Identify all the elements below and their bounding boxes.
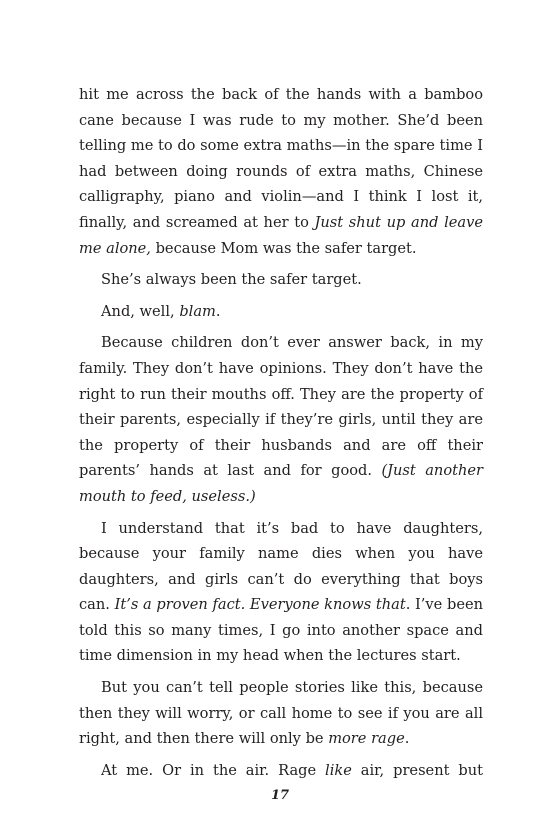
page-number: 17 xyxy=(270,788,290,803)
italic-text: It’s a proven fact. Everyone knows that xyxy=(114,596,406,614)
italic-text: Just shut up and leave me alone, xyxy=(79,213,483,257)
paragraph xyxy=(79,675,483,752)
italic-text: like xyxy=(325,761,352,779)
paragraph xyxy=(79,267,483,293)
italic-text: more rage xyxy=(328,730,405,748)
text-run: . xyxy=(215,302,221,320)
italic-text: blam xyxy=(179,302,216,320)
text-run: She’s always been the safer target. xyxy=(101,271,362,289)
text-run: because Mom was the safer target. xyxy=(150,239,417,257)
text-run: . I’ve been told this so many times, I go into another space and time dimension in my head when the lectures start. xyxy=(79,596,483,665)
body-text xyxy=(79,82,483,789)
text-run: I understand that it’s bad to have daughters, because your family name dies when you have daughters, and girls can’t do everything that boys can. xyxy=(79,519,483,614)
paragraph xyxy=(79,82,483,261)
paragraph xyxy=(79,299,483,325)
italic-text: (Just another mouth to feed, useless.) xyxy=(79,462,483,505)
text-run: . xyxy=(404,730,410,748)
paragraph xyxy=(79,516,483,670)
text-run: Because children don’t ever answer back, in my family. They don’t have opinions. They don’t have the right to run their mouths off. They are the property of their parents, especially if they’re girls, until they are the property of their husbands and are off their parents’ hands at last and for good. xyxy=(79,334,483,480)
paragraph xyxy=(79,330,483,509)
text-run: air, present but xyxy=(351,761,483,779)
text-run: And, well, xyxy=(101,302,180,320)
paragraph xyxy=(79,758,483,784)
text-run: hit me across the back of the hands with a bamboo cane because I was rude to my mother. She’d been telling me to do some extra maths—in the spare time I had between doing rounds of extra maths, Chinese calligraphy, piano and violin—and I think I lost it, finally, and screamed at her to xyxy=(79,86,483,231)
text-run: At me. Or in the air. Rage xyxy=(101,761,326,779)
text-run: But you can’t tell people stories like this, because then they will worry, or call home to see if you are all right, and then there will only be xyxy=(79,679,483,748)
